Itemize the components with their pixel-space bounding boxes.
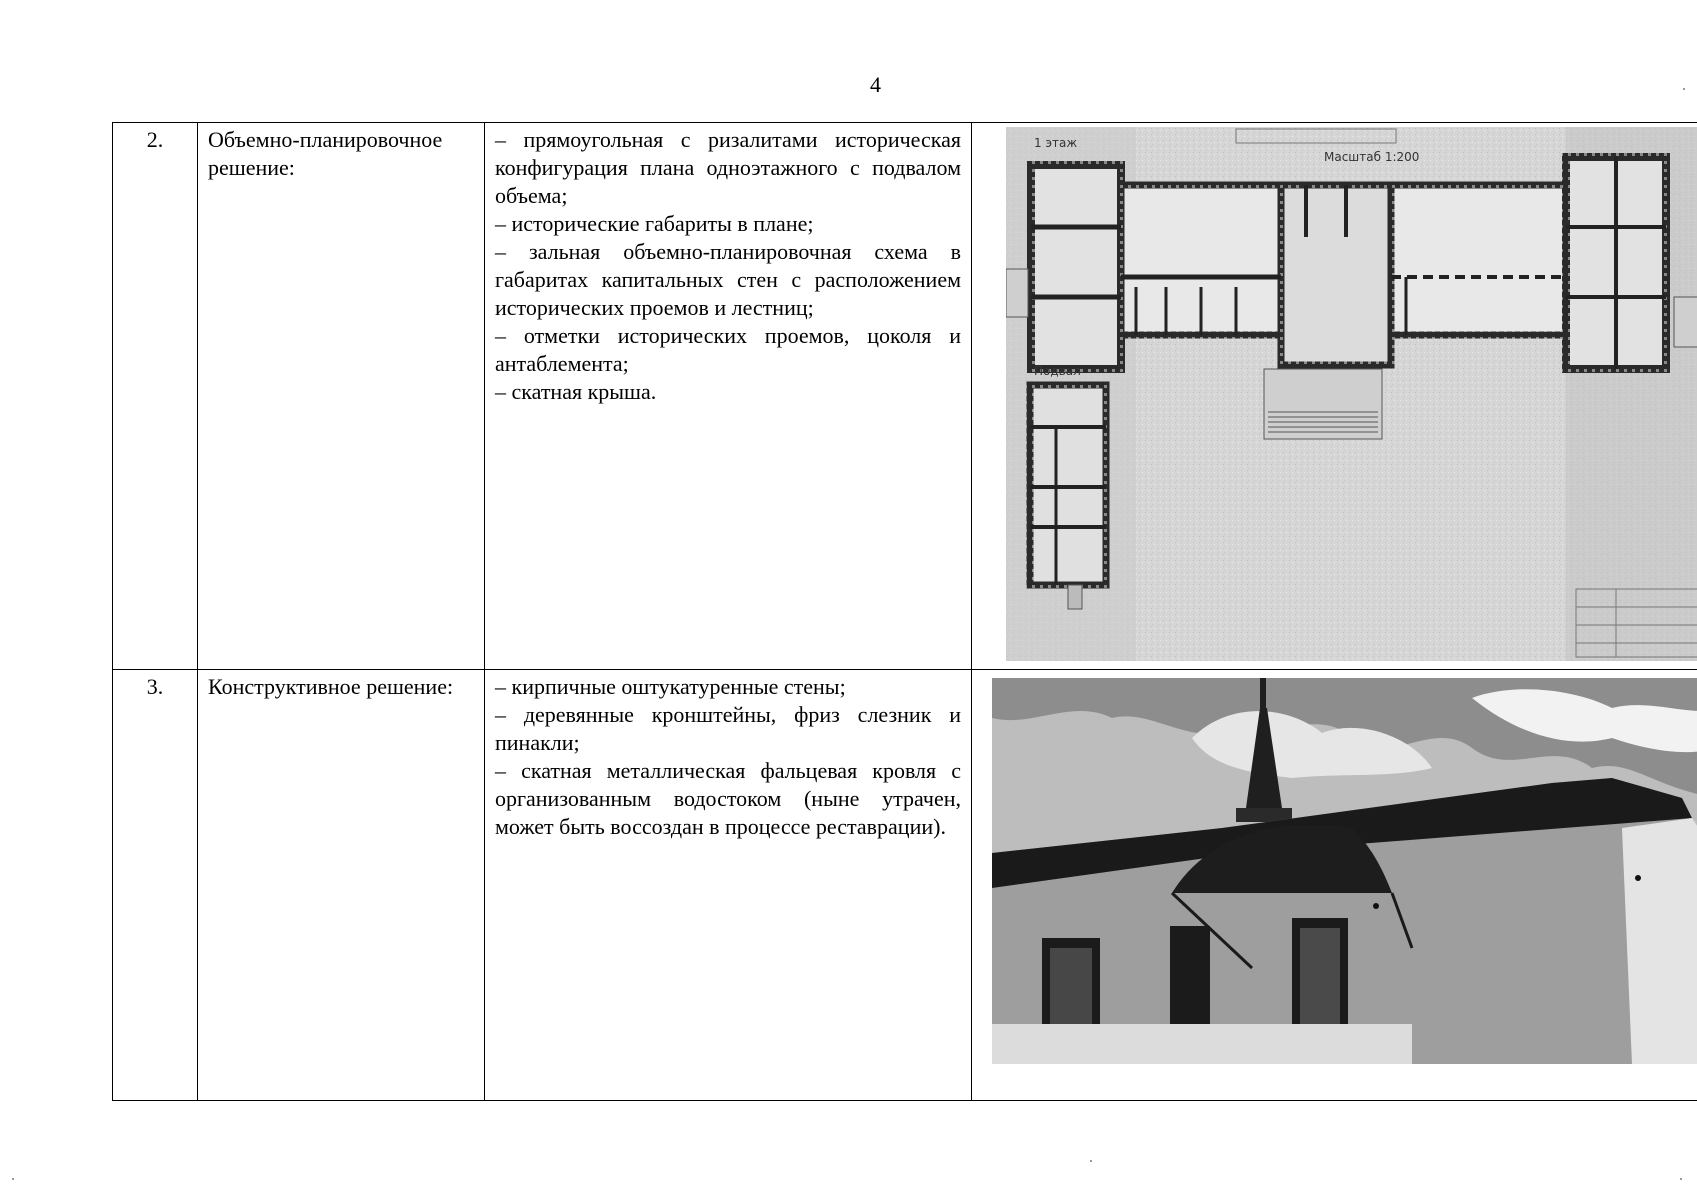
row-description (485, 670, 972, 1101)
description-line: – исторические габариты в плане; (495, 211, 814, 236)
description-line: – прямоугольная с ризалитами историческая конфигурация плана одноэтажного с подвалом объема; (495, 127, 961, 208)
floor-label: 1 этаж (1034, 136, 1078, 150)
row-title: Объемно-планировочное решение: (198, 123, 485, 670)
row-description (485, 123, 972, 670)
row-title: Конструктивное решение: (198, 670, 485, 1101)
description-line: – кирпичные оштукатуренные стены; (495, 674, 846, 699)
building-photo-cell (972, 670, 1697, 1101)
row-number: 3. (113, 670, 198, 1101)
scale-label: Масштаб 1:200 (1324, 150, 1420, 164)
building-photo (992, 678, 1697, 1064)
floor-plan-cell (972, 123, 1697, 670)
scan-speck (1090, 1160, 1092, 1162)
description-line: – скатная металлическая фальцевая кровля с организованным водостоком (ныне утрачен, может быть воссоздан в процессе реставрации). (495, 758, 961, 839)
page-number: 4 (870, 72, 881, 97)
basement-label: Подвал (1034, 364, 1081, 378)
floor-plan-image (1006, 127, 1697, 661)
plan-walls (1031, 157, 1666, 369)
description-line: – деревянные кронштейны, фриз слезник и пинакли; (495, 702, 961, 755)
scan-speck (12, 1178, 14, 1180)
row-number: 2. (113, 123, 198, 670)
table-row (113, 670, 1697, 1101)
scan-speck (1683, 88, 1685, 90)
description-line: – отметки исторических проемов, цоколя и антаблемента; (495, 323, 961, 376)
heritage-table (112, 122, 1697, 1101)
basement-plan (1030, 385, 1106, 609)
table-row (113, 123, 1697, 670)
description-line: – зальная объемно-планировочная схема в габаритах капитальных стен с расположением исторических проемов и лестниц; (495, 239, 961, 320)
description-line: – скатная крыша. (495, 379, 657, 404)
scan-speck (1680, 1178, 1682, 1180)
